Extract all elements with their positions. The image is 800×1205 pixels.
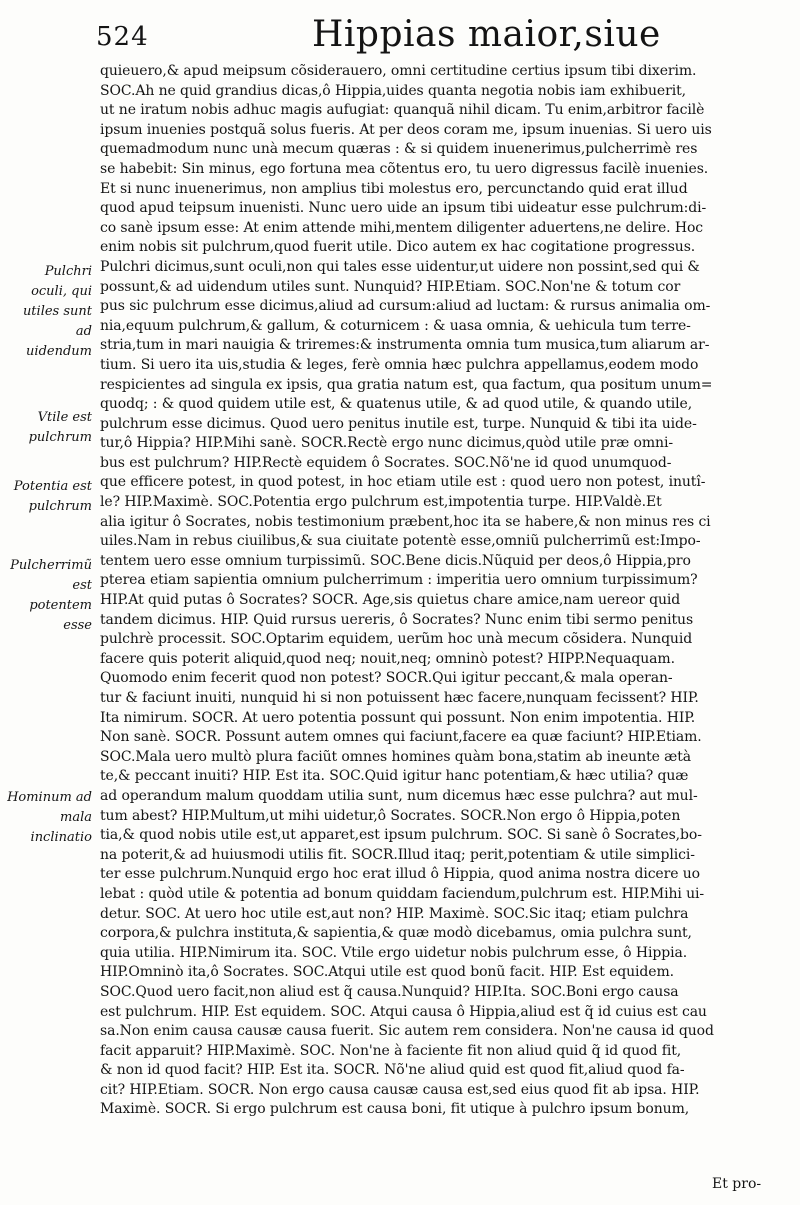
text-line: Quomodo enim fecerit quod non potest? SOCR.Qui igitur peccant,& mala operan- bbox=[100, 670, 673, 687]
text-line: tandem dicimus. HIP. Quid rursus uereris, ô Socrates? Nunc enim tibi sermo penitus bbox=[100, 611, 694, 628]
text-line: ter esse pulchrum.Nunquid ergo hoc erat illud ô Hippia, quod anima nostra dicere uo bbox=[100, 866, 700, 883]
text-line: co sanè ipsum esse: At enim attende mihi,mentem diligenter aduertens,ne delire. Hoc bbox=[100, 219, 704, 236]
text-line: ipsum inuenies postquã solus fueris. At per deos coram me, ipsum inuenias. Si uero uis bbox=[100, 121, 712, 138]
text-line: est pulchrum. HIP. Est equidem. SOC. Atqui causa ô Hippia,aliud est q̃ id cuius est cau bbox=[100, 1003, 707, 1020]
text-line: quemadmodum nunc unà mecum quæras : & si quidem inuenerimus,pulcherrimè res bbox=[100, 141, 698, 158]
text-line: se habebit: Sin minus, ego fortuna mea cõtentus ero, tu uero digressus facilè inuenies. bbox=[100, 160, 709, 177]
text-line: tur & faciunt inuiti, nunquid hi si non potuissent hæc facere,nunquam fecissent? HIP. bbox=[100, 690, 699, 706]
margin-note-pulcherrimum-potentem: Pulcherrimũ est potentem esse bbox=[10, 558, 92, 633]
text-line: cit? HIP.Etiam. SOCR. Non ergo causa causæ causa est,sed eius quod fit ab ipsa. HIP. bbox=[100, 1081, 700, 1098]
text-line: tur,ô Hippia? HIP.Mihi sanè. SOCR.Rectè ergo nunc dicimus,quòd utile præ omni- bbox=[100, 435, 673, 452]
text-line: na poterit,& ad huiusmodi utilis fit. SOCR.Illud itaq; perit,potentiam & utile simplici- bbox=[100, 846, 695, 863]
text-line: pulchrè processit. SOC.Optarim equidem, uerũm hoc unà mecum cõsidera. Nunquid bbox=[100, 631, 693, 648]
margin-note-potentia-pulchrum: Potentia est pulchrum bbox=[13, 479, 92, 514]
text-line: ut ne iratum nobis adhuc magis aufugiat: quanquã nihil dicam. Tu enim,arbitror facilè bbox=[100, 102, 705, 119]
text-line: uiles.Nam in rebus ciuilibus,& sua ciuitate potentè esse,omniũ pulcherrimũ est:Impo- bbox=[100, 533, 701, 550]
running-title: Hippias maior,siue bbox=[312, 14, 661, 55]
text-line: pterea etiam sapientia omnium pulcherrimum : imperitia uero omnium turpissimum? bbox=[100, 572, 698, 589]
text-line: lebat : quòd utile & potentia ad bonum quiddam faciendum,pulchrum est. HIP.Mihi ui- bbox=[100, 885, 705, 902]
text-line: facit apparuit? HIP.Maximè. SOC. Non'ne à faciente fit non aliud quid q̃ id quod fit, bbox=[100, 1042, 682, 1059]
text-line: facere quis poterit aliquid,quod neq; nouit,neq; omninò potest? HIPP.Nequaquam. bbox=[100, 650, 675, 667]
text-line: bus est pulchrum? HIP.Rectè equidem ô Socrates. SOC.Nõ'ne id quod unumquod- bbox=[100, 454, 672, 471]
text-line: SOC.Ah ne quid grandius dicas,ô Hippia,uides quanta negotia nobis iam exhibuerit, bbox=[100, 82, 686, 99]
text-line: sa.Non enim causa causæ causa fuerit. Sic autem rem considera. Non'ne causa id quod bbox=[100, 1023, 714, 1040]
text-line: te,& peccant inuiti? HIP. Est ita. SOC.Quid igitur hanc potentiam,& hæc utilia? quæ bbox=[100, 768, 689, 785]
text-line: Ita nimirum. SOCR. At uero potentia possunt qui possunt. Non enim impotentia. HIP. bbox=[100, 709, 696, 726]
margin-note-mala-inclinatio: Hominum ad mala inclinatio bbox=[7, 790, 92, 845]
text-line: nia,equum pulchrum,& gallum, & coturnicem : & uasa omnia, & uehicula tum terre- bbox=[100, 317, 691, 334]
text-line: HIP.At quid putas ô Socrates? SOCR. Age,sis quietus chare amice,nam uereor quid bbox=[100, 592, 681, 609]
text-line: quia utilia. HIP.Nimirum ita. SOC. Vtile ergo uidetur nobis pulchrum esse, ô Hippia. bbox=[100, 944, 688, 961]
text-line: SOC.Quod uero facit,non aliud est q̃ causa.Nunquid? HIP.Ita. SOC.Boni ergo causa bbox=[100, 983, 679, 1000]
text-line: ad operandum malum quoddam utilia sunt, num dicemus hæc esse pulchra? aut mul- bbox=[100, 787, 698, 804]
text-line: corpora,& pulchra instituta,& sapientia,& quæ modò dicebamus, omia pulchra sunt, bbox=[100, 925, 692, 942]
text-line: Maximè. SOCR. Si ergo pulchrum est causa boni, fit utique à pulchro ipsum bonum, bbox=[100, 1101, 690, 1118]
text-line: tium. Si uero ita uis,studia & leges, ferè omnia hæc pulchra appellamus,eodem modo bbox=[100, 356, 699, 373]
text-line: tentem uero esse omnium turpissimũ. SOC.Bene dicis.Nũquid per deos,ô Hippia,pro bbox=[100, 552, 691, 569]
text-line: enim nobis sit pulchrum,quod fuerit utile. Dico autem ex hac cogitatione progressus. bbox=[100, 239, 696, 256]
body-text bbox=[100, 62, 765, 1140]
text-line: Pulchri dicimus,sunt oculi,non qui tales esse uidentur,ut uidere non possint,sed qui & bbox=[100, 258, 700, 275]
text-line: quod apud teipsum inuenisti. Nunc uero uide an ipsum tibi uideatur esse pulchrum:di- bbox=[100, 200, 707, 217]
text-line: que efficere potest, in quod potest, in hoc etiam utile est : quod uero non potest, inutî- bbox=[100, 474, 706, 491]
text-line: Non sanè. SOCR. Possunt autem omnes qui faciunt,facere ea quæ faciunt? HIP.Etiam. bbox=[100, 729, 702, 746]
text-line: alia igitur ô Socrates, nobis testimonium præbent,hoc ita se habere,& non minus res ci bbox=[100, 513, 711, 530]
text-line: quieuero,& apud meipsum cõsiderauero, omni certitudine certius ipsum tibi dixerim. bbox=[100, 63, 697, 79]
text-line: Et si nunc inuenerimus, non amplius tibi molestus ero, percunctando quid erat illud bbox=[100, 180, 688, 197]
text-line: tum abest? HIP.Multum,ut mihi uidetur,ô Socrates. SOCR.Non ergo ô Hippia,poten bbox=[100, 807, 681, 824]
catchword: Et pro- bbox=[712, 1176, 762, 1192]
text-line: pus sic pulchrum esse dicimus,aliud ad cursum:aliud ad luctam: & rursus animalia om- bbox=[100, 298, 711, 315]
text-line: SOC.Mala uero multò plura faciũt omnes homines quàm bona,statim ab ineunte ætà bbox=[100, 748, 692, 765]
text-line bbox=[100, 1120, 765, 1140]
text-line: le? HIP.Maximè. SOC.Potentia ergo pulchrum est,impotentia turpe. HIP.Valdè.Et bbox=[100, 494, 662, 511]
margin-note-utile-pulchrum: Vtile est pulchrum bbox=[28, 410, 92, 445]
text-line: HIP.Omninò ita,ô Socrates. SOC.Atqui utile est quod bonũ facit. HIP. Est equidem. bbox=[100, 964, 674, 981]
page-number: 524 bbox=[96, 22, 149, 52]
text-line: detur. SOC. At uero hoc utile est,aut non? HIP. Maximè. SOC.Sic itaq; etiam pulchra bbox=[100, 905, 689, 922]
text-line: stria,tum in mari nauigia & triremes:& instrumenta omnia tum musica,tum aliarum ar- bbox=[100, 337, 710, 354]
page-header bbox=[0, 14, 800, 54]
text-line: quodq; : & quod quidem utile est, & quatenus utile, & ad quod utile, & quando utile, bbox=[100, 396, 693, 413]
text-line: tia,& quod nobis utile est,ut apparet,est ipsum pulchrum. SOC. Si sanè ô Socrates,bo- bbox=[100, 827, 702, 844]
text-line: possunt,& ad uidendum utiles sunt. Nunquid? HIP.Etiam. SOC.Non'ne & totum cor bbox=[100, 278, 681, 295]
margin-note-pulchri-oculi: Pulchri oculi, qui utiles sunt ad uidendum bbox=[22, 264, 92, 359]
text-line: respicientes ad singula ex ipsis, qua gratia natum est, qua factum, qua positum unum= bbox=[100, 376, 713, 393]
text-line: & non id quod facit? HIP. Est ita. SOCR. Nõ'ne aliud quid est quod fit,aliud quod fa- bbox=[100, 1062, 685, 1079]
text-line: pulchrum esse dicimus. Quod uero penitus inutile est, turpe. Nunquid & tibi ita uide- bbox=[100, 415, 697, 432]
